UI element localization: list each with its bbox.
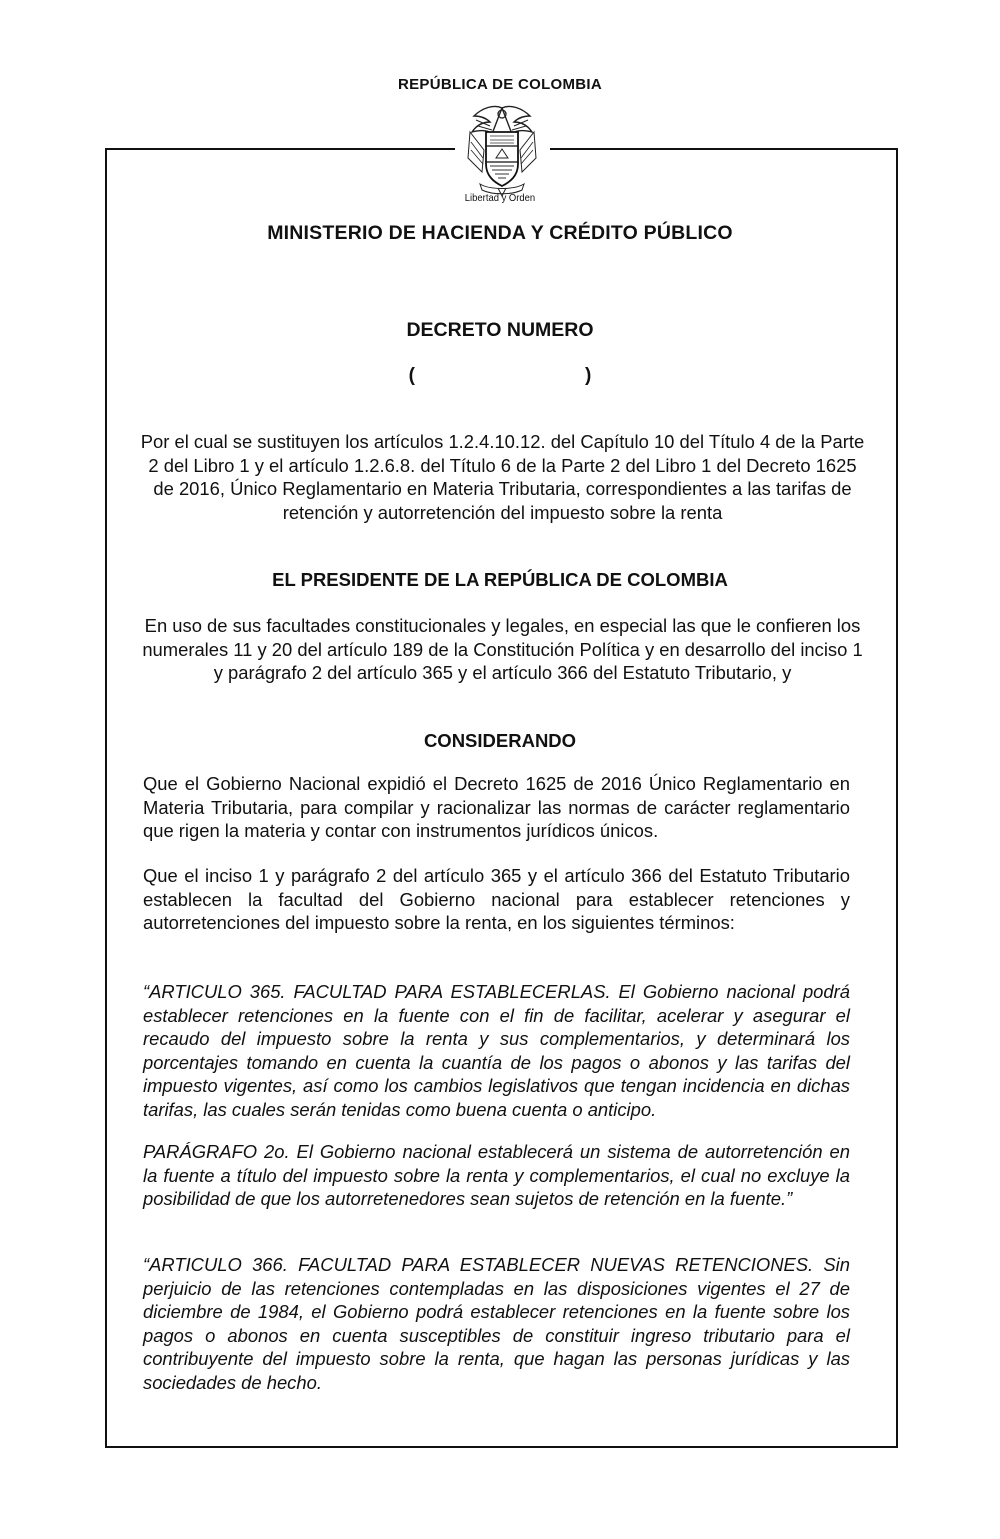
quoted-paragraph-2o: PARÁGRAFO 2o. El Gobierno nacional establecerá un sistema de autorretención en la fuente a título del impuesto sobre la renta y complementarios, el cual no excluye la posibilidad de que los autorretenedores sean sujetos de retención en la fuente.” (143, 1141, 850, 1209)
paren-close: ) (585, 365, 592, 386)
faculties-paragraph: En uso de sus facultades constitucionales y legales, en especial las que le confieren los numerales 11 y 20 del artículo 189 de la Constitución Política y en desarrollo del inciso 1 y parágrafo 2 del artículo 365 y el artículo 366 del Estatuto Tributario, y (142, 615, 863, 683)
considering-paragraph: Que el Gobierno Nacional expidió el Decreto 1625 de 2016 Único Reglamentario en Materia Tributaria, para compilar y racionalizar las normas de carácter reglamentario que rigen la materia y contar con instrumentos jurídicos únicos. (143, 773, 850, 841)
paren-open: ( (408, 365, 415, 386)
decree-subject: Por el cual se sustituyen los artículos 1.2.4.10.12. del Capítulo 10 del Título 4 de la Parte 2 del Libro 1 y el artículo 1.2.6.8. del Título 6 de la Parte 2 del Libro 1 del Decreto 1625 de 2016, Único Reglamentario en Materia Tributaria, correspondientes a las tarifas de retención y autorretención del impuesto sobre la renta (140, 431, 865, 523)
considering-heading: CONSIDERANDO (423, 730, 577, 751)
ministry-heading: MINISTERIO DE HACIENDA Y CRÉDITO PÚBLICO (267, 222, 733, 244)
motto-text: Libertad y Orden (464, 192, 536, 204)
country-heading: REPÚBLICA DE COLOMBIA (397, 76, 603, 93)
decree-number-parens (0, 365, 1000, 387)
quoted-article-366: “ARTICULO 366. FACULTAD PARA ESTABLECER NUEVAS RETENCIONES. Sin perjuicio de las retenciones contempladas en las disposiciones vigentes el 27 de diciembre de 1984, el Gobierno podrá establecer retenciones en la fuente sobre los pagos o abonos en cuenta susceptibles de constituir ingreso tributario para el contribuyente del impuesto sobre la renta, que hagan las personas jurídicas y las sociedades de hecho. (143, 1254, 850, 1393)
decree-title: DECRETO NUMERO (406, 319, 594, 341)
president-heading: EL PRESIDENTE DE LA REPÚBLICA DE COLOMBIA (272, 569, 728, 590)
considering-paragraph: Que el inciso 1 y parágrafo 2 del artículo 365 y el artículo 366 del Estatuto Tributario establecen la facultad del Gobierno nacional para establecer retenciones y autorretenciones del impuesto sobre la renta, en los siguientes términos: (143, 865, 850, 933)
coat-of-arms-icon (460, 102, 544, 198)
quoted-article-365: “ARTICULO 365. FACULTAD PARA ESTABLECERLAS. El Gobierno nacional podrá establecer retenciones en la fuente con el fin de facilitar, acelerar y asegurar el recaudo del impuesto sobre la renta y sus complementarios, y determinará los porcentajes tomando en cuenta la cuantía de los pagos o abonos y las tarifas del impuesto vigentes, así como los cambios legislativos que tengan incidencia en dichas tarifas, las cuales serán tenidas como buena cuenta o anticipo. (143, 981, 850, 1120)
